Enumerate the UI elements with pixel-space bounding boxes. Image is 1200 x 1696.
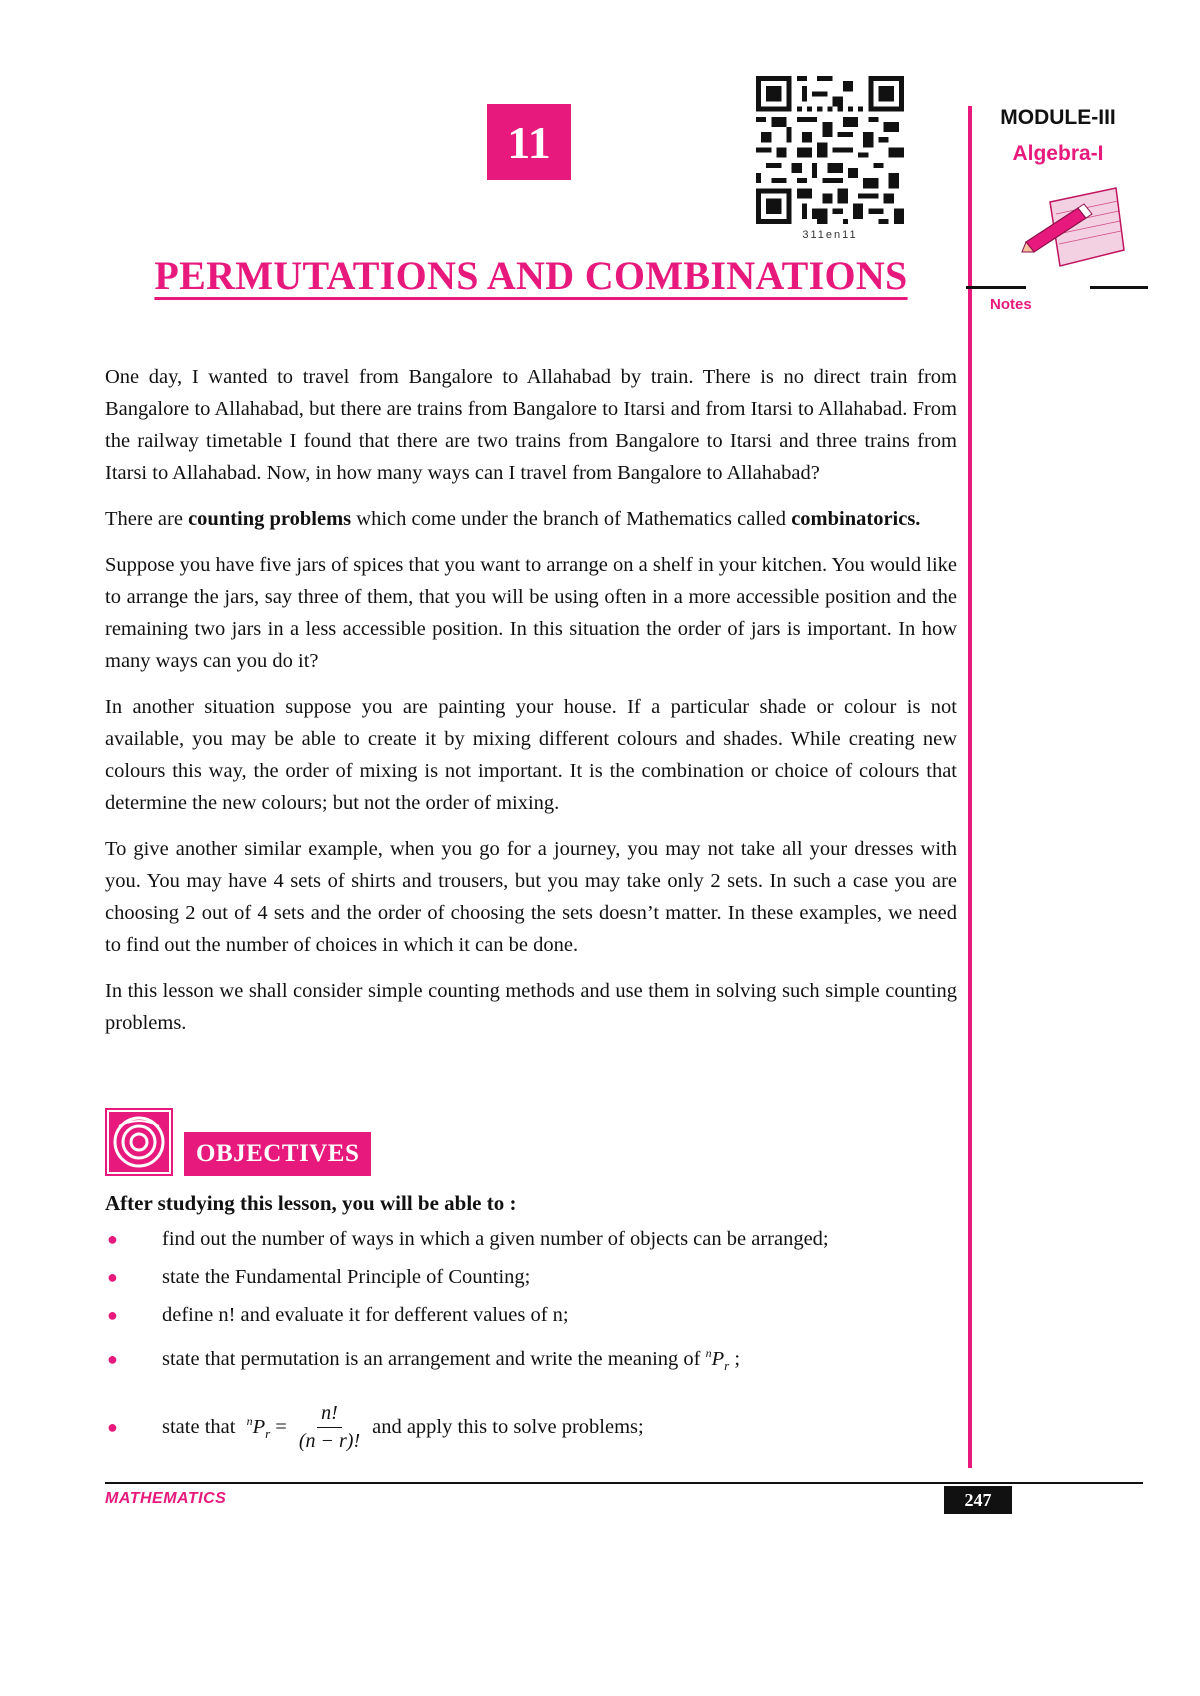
bullet-icon: ● xyxy=(107,1229,118,1249)
qr-code xyxy=(756,76,904,224)
body-text xyxy=(105,361,957,1053)
fraction-numerator: n! xyxy=(317,1402,342,1428)
notes-rule-right xyxy=(1090,286,1148,289)
objective-item xyxy=(105,1266,945,1289)
objective-text-part: state that permutation is an arrangement and write the meaning of xyxy=(162,1347,706,1370)
p2-text-c: which come under the branch of Mathematics called xyxy=(351,508,792,530)
npr-symbol xyxy=(247,1414,271,1442)
p2-term-counting: counting problems xyxy=(188,508,352,530)
objective-text-end: and apply this to solve problems; xyxy=(372,1416,644,1438)
fraction-denominator: (n − r)! xyxy=(298,1430,361,1452)
objective-item xyxy=(105,1346,945,1374)
bullet-icon: ● xyxy=(107,1349,118,1370)
paragraph-journey: To give another similar example, when you go for a journey, you may not take all your dresses with you. You may have 4 sets of shirts and trousers, but you may take only 2 sets. In such a case you are choosing 2 out of 4 sets and the order of choosing the sets doesn’t matter. In these examples, we need to find out the number of choices in which it can be done. xyxy=(105,838,957,956)
p2-text-a: There are xyxy=(105,508,189,530)
objective-text xyxy=(162,1402,644,1453)
module-label: MODULE-III xyxy=(1000,106,1116,129)
paragraph-painting: In another situation suppose you are painting your house. If a particular shade or colour is not available, you may be able to create it by mixing different colours and shades. While creating new colours this way, the order of mixing is not important. It is the combination or choice of colours that determine the new colours; but not the order of mixing. xyxy=(105,696,957,814)
page-number: 247 xyxy=(944,1486,1012,1514)
bullet-icon: ● xyxy=(107,1417,118,1437)
p2-term-combinatorics: combinatorics. xyxy=(791,508,921,530)
chapter-number-badge: 11 xyxy=(487,104,571,180)
objective-item xyxy=(105,1402,945,1453)
objective-text-end: ; xyxy=(729,1347,741,1370)
footer-subject: MATHEMATICS xyxy=(105,1490,227,1507)
npr-letter: P xyxy=(252,1415,266,1438)
notes-rule-left xyxy=(966,286,1026,289)
objectives-intro: After studying this lesson, you will be able to : xyxy=(105,1191,517,1215)
objective-text xyxy=(162,1346,740,1374)
qr-caption: 311en11 xyxy=(802,229,858,241)
objectives-target-icon xyxy=(105,1108,173,1176)
npr-superscript: n xyxy=(246,1413,253,1428)
npr-subscript: r xyxy=(724,1357,730,1373)
objectives-heading: OBJECTIVES xyxy=(184,1132,371,1176)
paragraph-lesson-scope: In this lesson we shall consider simple counting methods and use them in solving such simple counting problems. xyxy=(105,980,957,1034)
npr-symbol xyxy=(705,1346,730,1373)
margin-divider xyxy=(968,106,972,1468)
equals-sign: = xyxy=(270,1416,287,1438)
objective-item xyxy=(105,1228,945,1251)
objective-text-part: state that xyxy=(162,1416,241,1438)
objective-text: find out the number of ways in which a given number of objects can be arranged; xyxy=(162,1228,829,1250)
factorial-fraction xyxy=(299,1402,360,1453)
objective-text: state the Fundamental Principle of Counting; xyxy=(162,1266,531,1288)
module-topic: Algebra-I xyxy=(1012,142,1104,165)
paragraph-spice-jars: Suppose you have five jars of spices that you want to arrange on a shelf in your kitchen. You would like to arrange the jars, say three of them, that you will be using often in a more accessible position and the remaining two jars in a less accessible position. In this situation the order of jars is important. In how many ways can you do it? xyxy=(105,554,957,672)
paragraph-combinatorics xyxy=(105,503,957,535)
chapter-title: PERMUTATIONS AND COMBINATIONS xyxy=(154,253,908,298)
objective-text: define n! and evaluate it for defferent values of n; xyxy=(162,1304,569,1326)
bullet-icon: ● xyxy=(107,1267,118,1287)
footer-rule xyxy=(105,1482,1143,1484)
paragraph-intro: One day, I wanted to travel from Bangalore to Allahabad by train. There is no direct train from Bangalore to Allahabad, but there are trains from Bangalore to Itarsi and from Itarsi to Allahabad. From the railway timetable I found that there are two trains from Bangalore to Itarsi and three trains from Itarsi to Allahabad. Now, in how many ways can I travel from Bangalore to Allahabad? xyxy=(105,366,957,484)
notes-label: Notes xyxy=(990,296,1032,313)
notepad-pencil-icon xyxy=(1020,180,1130,280)
objective-item xyxy=(105,1304,945,1327)
npr-subscript: r xyxy=(265,1425,271,1441)
npr-letter: P xyxy=(711,1347,725,1370)
bullet-icon: ● xyxy=(107,1305,118,1325)
npr-superscript: n xyxy=(705,1346,712,1360)
